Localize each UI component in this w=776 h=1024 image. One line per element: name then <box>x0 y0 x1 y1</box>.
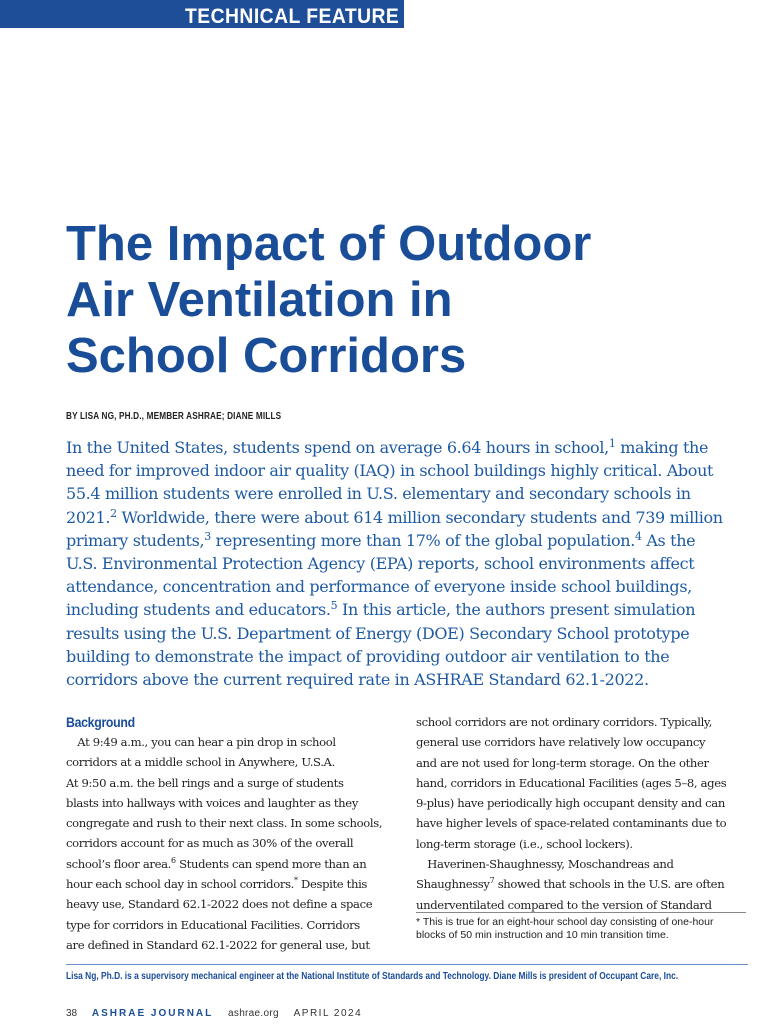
text-segment: primary students, <box>66 530 205 550</box>
journal-name: ASHRAE JOURNAL <box>91 1008 214 1019</box>
text-segment: making the <box>615 438 709 457</box>
text-line <box>66 575 752 598</box>
title-line: Air Ventilation in <box>66 273 453 327</box>
text-segment: school corridors are not ordinary corridors. Typically, <box>416 715 712 729</box>
reference-superscript: 4 <box>634 529 642 543</box>
text-segment: At 9:49 a.m., you can hear a pin drop in school <box>66 735 336 749</box>
text-segment: congregate and rush to their next class. In some schools, <box>66 816 383 831</box>
text-line <box>66 833 404 853</box>
page-number: 38 <box>66 1008 78 1019</box>
text-segment: corridors at a middle school in Anywhere, U.S.A. <box>66 755 335 770</box>
text-line <box>66 482 752 505</box>
lede-paragraph <box>66 436 752 691</box>
text-segment: have higher levels of space-related contaminants due to <box>416 816 727 831</box>
section-label: TECHNICAL FEATURE <box>185 5 400 28</box>
text-segment: In the United States, students spend on average 6.64 hours in school, <box>66 438 609 457</box>
text-line <box>66 529 752 552</box>
title-line: School Corridors <box>66 329 467 383</box>
text-line <box>416 834 754 854</box>
author-divider <box>66 964 748 965</box>
article-title <box>66 216 756 384</box>
text-segment: Shaughnessy <box>416 877 490 892</box>
text-segment: 9-plus) have periodically high occupant density and can <box>416 796 725 811</box>
reference-superscript: * <box>294 876 298 886</box>
left-column-body <box>66 732 404 955</box>
text-line <box>66 874 404 894</box>
reference-superscript: 6 <box>171 855 176 865</box>
text-segment: Haverinen-Shaughnessy, Moschandreas and <box>416 857 674 872</box>
text-line <box>66 598 752 621</box>
text-segment: building to demonstrate the impact of providing outdoor air ventilation to the <box>66 646 670 666</box>
text-line <box>416 854 754 874</box>
text-line <box>66 506 752 529</box>
text-segment: At 9:50 a.m. the bell rings and a surge of students <box>66 775 344 790</box>
text-line <box>66 854 404 874</box>
text-line <box>66 459 752 482</box>
text-segment: representing more than 17% of the global population. <box>210 530 635 550</box>
text-segment: heavy use, Standard 62.1-2022 does not define a space <box>66 897 373 912</box>
text-line <box>416 813 754 833</box>
text-line <box>416 793 754 813</box>
text-segment: blasts into hallways with voices and laughter as they <box>66 795 359 810</box>
text-segment: hour each school day in school corridors. <box>66 877 295 892</box>
text-line <box>416 712 754 732</box>
text-line <box>416 874 754 894</box>
byline: BY LISA NG, PH.D., MEMBER ASHRAE; DIANE MILLS <box>66 411 282 422</box>
text-segment: Worldwide, there were about 614 million secondary students and 739 million <box>116 507 723 527</box>
text-line <box>66 552 752 575</box>
text-segment: showed that schools in the U.S. are often <box>494 877 725 892</box>
text-line <box>66 935 404 955</box>
section-heading: Background <box>66 714 135 730</box>
reference-superscript: 3 <box>204 529 211 543</box>
text-line <box>66 732 404 752</box>
text-segment: corridors account for as much as 30% of the overall <box>66 836 354 851</box>
text-line <box>416 732 754 752</box>
author-bio: Lisa Ng, Ph.D. is a supervisory mechanical engineer at the National Institute of Standards and Technology. Diane Mills is president of Occupant Care, Inc. <box>66 971 679 982</box>
footnote-line: blocks of 50 min instruction and 10 min transition time. <box>416 929 669 941</box>
text-line <box>416 753 754 773</box>
text-line <box>66 915 404 935</box>
reference-superscript: 2 <box>110 506 117 520</box>
text-segment: Despite this <box>297 877 368 892</box>
text-segment: school’s floor area. <box>66 856 171 871</box>
footnote-line: * This is true for an eight-hour school day consisting of one-hour <box>416 916 714 928</box>
text-line <box>66 773 404 793</box>
text-segment: U.S. Environmental Protection Agency (EPA) reports, school environments affect <box>66 554 695 574</box>
reference-superscript: 1 <box>608 437 616 450</box>
journal-website: ashrae.org <box>228 1008 279 1019</box>
text-line <box>66 752 404 772</box>
text-line <box>66 436 752 459</box>
text-segment: In this article, the authors present simulation <box>337 600 696 620</box>
footnote <box>416 916 756 942</box>
text-segment: and are not used for long-term storage. On the other <box>416 755 709 770</box>
text-segment: 55.4 million students were enrolled in U.S. elementary and secondary schools in <box>66 484 691 504</box>
text-segment: long-term storage (i.e., school lockers). <box>416 836 633 851</box>
text-segment: are defined in Standard 62.1-2022 for general use, but <box>66 937 370 952</box>
text-segment: attendance, concentration and performance of everyone inside school buildings, <box>66 577 692 597</box>
section-banner <box>0 0 404 28</box>
text-segment: type for corridors in Educational Facilities. Corridors <box>66 917 360 932</box>
text-segment: Students can spend more than an <box>175 856 367 871</box>
issue-date: APRIL 2024 <box>293 1008 363 1019</box>
text-segment: underventilated compared to the version of Standard <box>416 897 712 912</box>
text-line <box>66 793 404 813</box>
text-segment: 2021. <box>66 507 111 527</box>
text-line <box>416 773 754 793</box>
text-segment: hand, corridors in Educational Facilities (ages 5–8, ages <box>416 775 727 790</box>
footnote-divider <box>416 912 746 913</box>
text-segment: including students and educators. <box>66 600 331 620</box>
reference-superscript: 5 <box>330 599 338 613</box>
text-segment: results using the U.S. Department of Energy (DOE) Secondary School prototype <box>66 623 690 643</box>
text-line <box>66 645 752 668</box>
text-line <box>66 622 752 645</box>
right-column <box>416 712 754 915</box>
text-line <box>66 894 404 914</box>
text-segment: need for improved indoor air quality (IAQ) in school buildings highly critical. About <box>66 461 714 481</box>
text-line <box>66 813 404 833</box>
title-line: The Impact of Outdoor <box>66 217 592 271</box>
page-footer <box>66 1008 374 1019</box>
text-segment: As the <box>641 530 696 550</box>
reference-superscript: 7 <box>489 876 495 886</box>
left-column <box>66 712 404 955</box>
text-segment: general use corridors have relatively low occupancy <box>416 735 706 750</box>
text-line <box>66 668 752 691</box>
text-segment: corridors above the current required rate in ASHRAE Standard 62.1-2022. <box>66 670 649 690</box>
